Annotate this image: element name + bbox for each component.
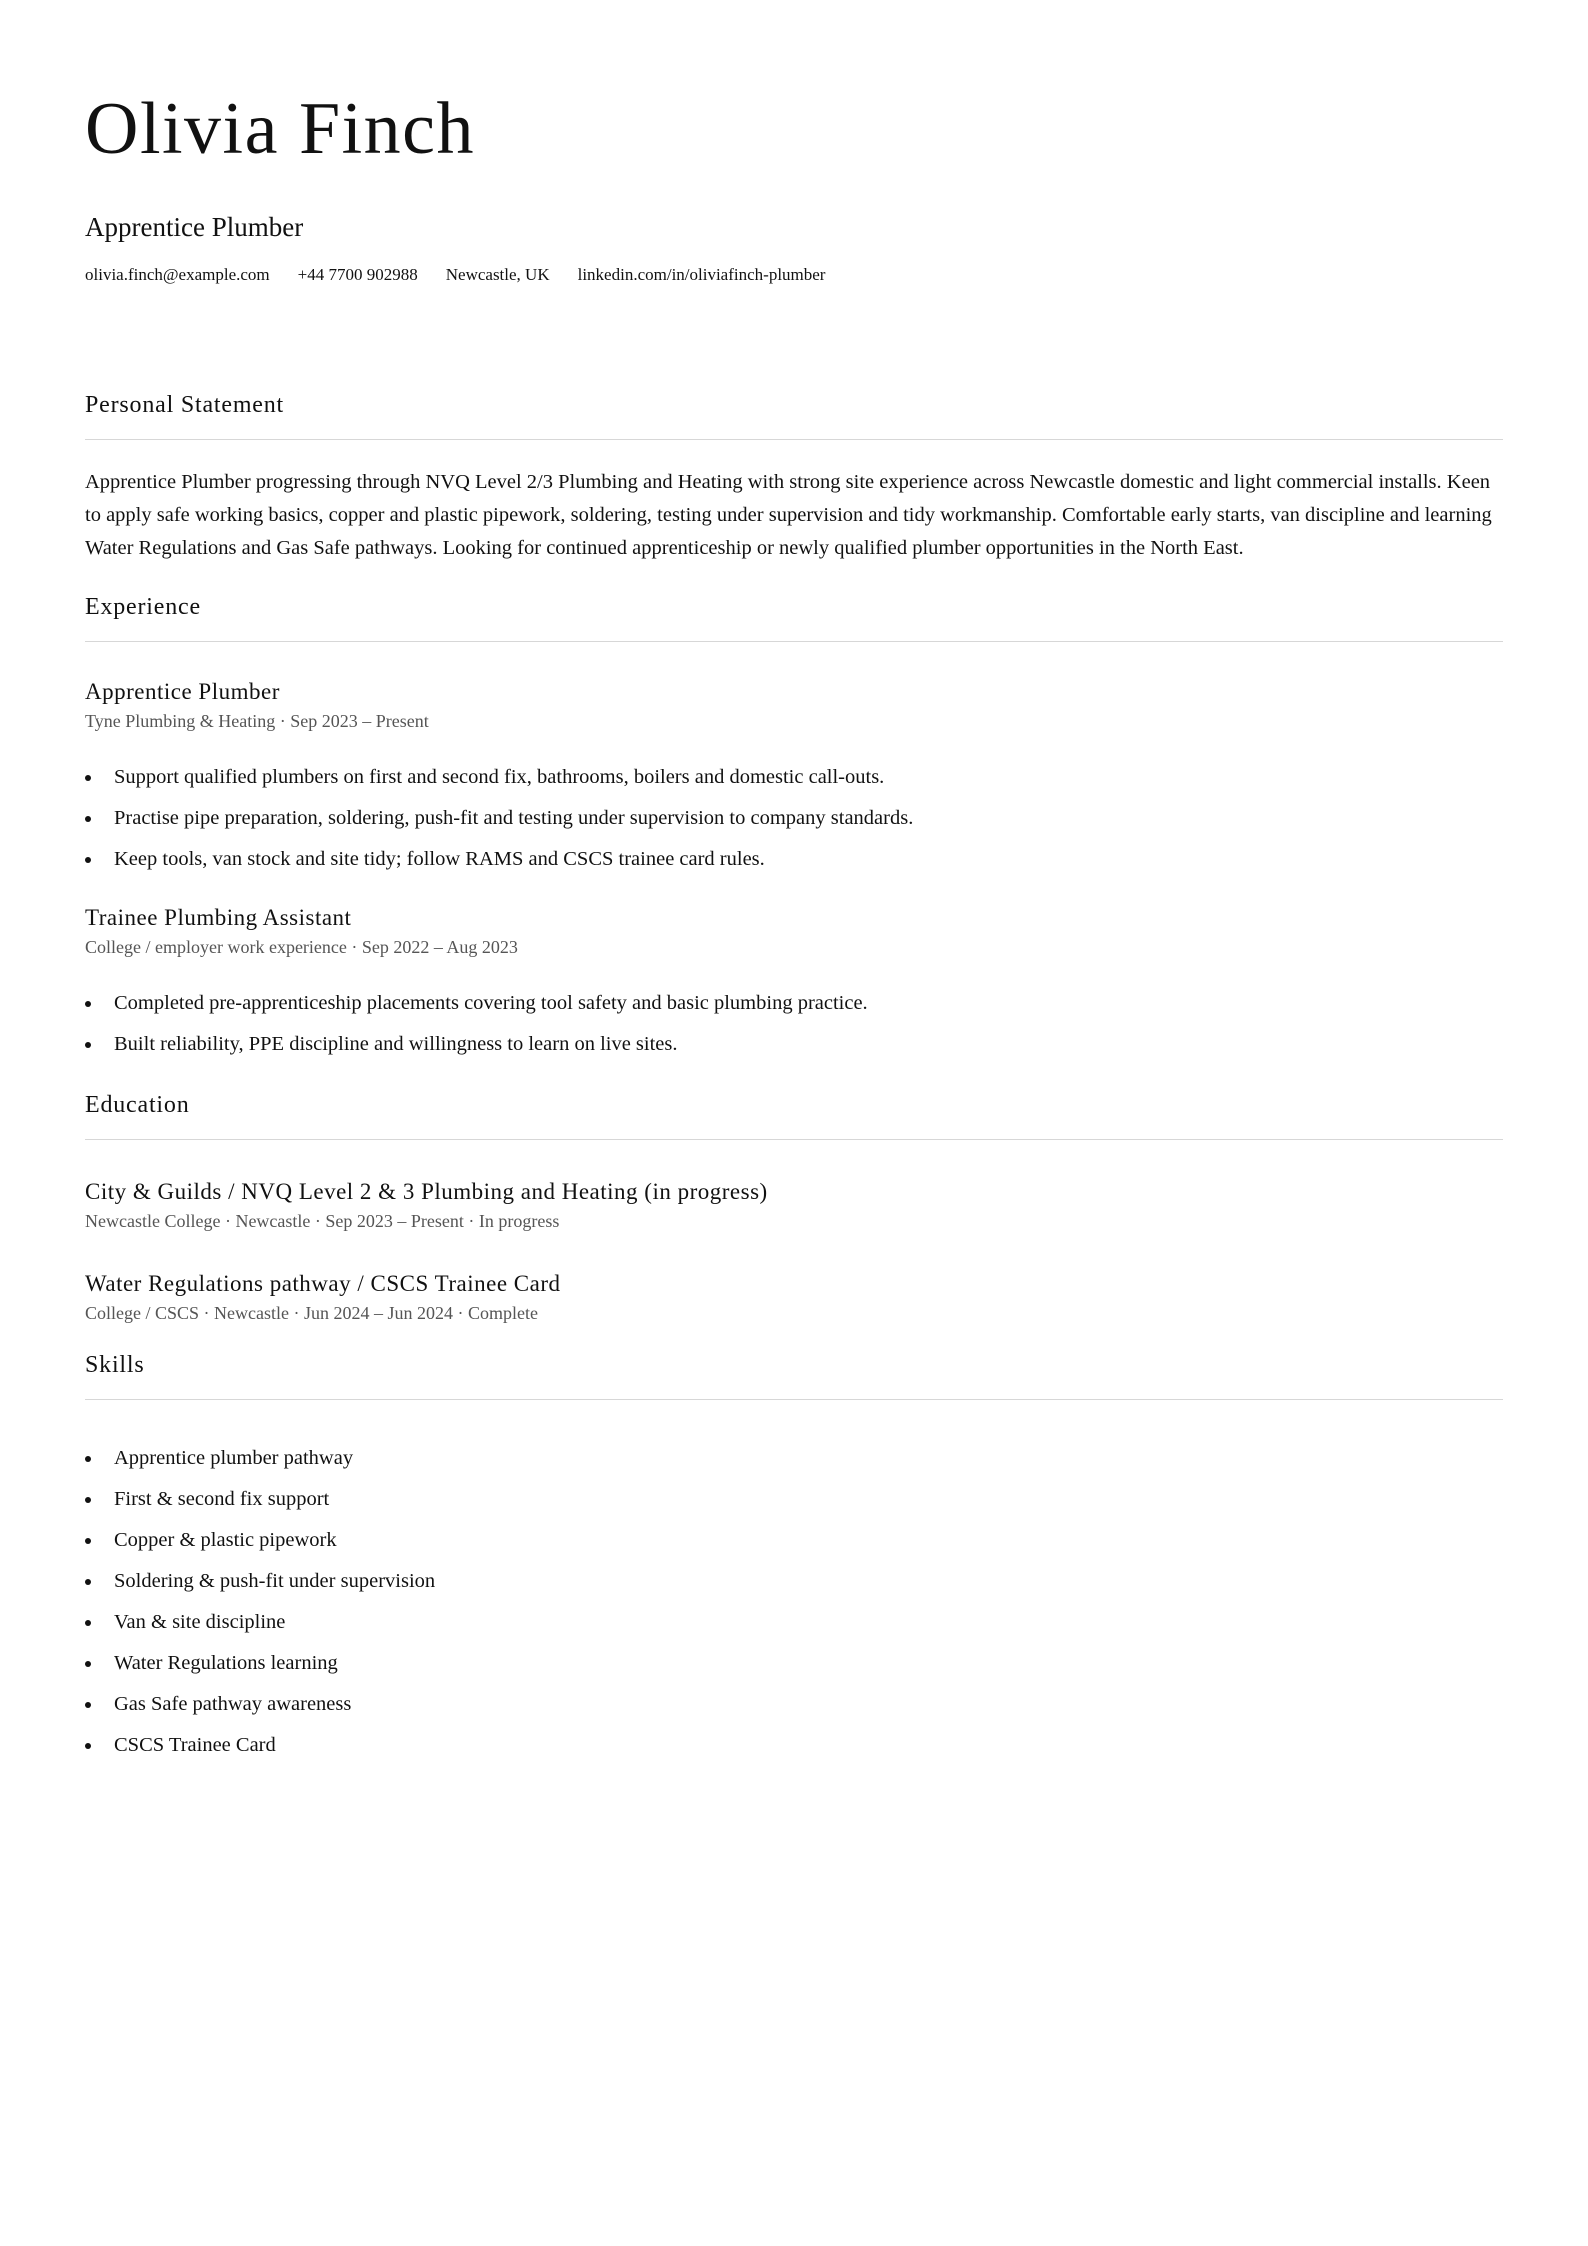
skill-item: Copper & plastic pipework [85, 1520, 1503, 1561]
bullet-item: Keep tools, van stock and site tidy; follow RAMS and CSCS trainee card rules. [85, 839, 1503, 880]
contact-line [85, 265, 1503, 285]
personal-statement-section [85, 393, 1503, 565]
qualification-meta: Newcastle College · Newcastle · Sep 2023 – Present · In progress [85, 1210, 560, 1231]
job-title: Trainee Plumbing Assistant [85, 904, 352, 930]
contact-phone: +44 7700 902988 [297, 265, 418, 284]
job-bullets [85, 757, 1503, 880]
bullet-item: Support qualified plumbers on first and second fix, bathrooms, boilers and domestic call-outs. [85, 757, 1503, 798]
education-entry [85, 1180, 1503, 1233]
skills-list [85, 1438, 1503, 1766]
experience-section [85, 595, 1503, 1064]
bullet-item: Practise pipe preparation, soldering, push-fit and testing under supervision to company standards. [85, 798, 1503, 839]
section-title: Skills [85, 1353, 1503, 1400]
skills-section [85, 1353, 1503, 1766]
contact-location: Newcastle, UK [445, 265, 550, 284]
resume-header [85, 0, 1503, 285]
skill-item: Apprentice plumber pathway [85, 1438, 1503, 1479]
section-title: Experience [85, 595, 1503, 642]
skill-item: First & second fix support [85, 1479, 1503, 1520]
job-title: Apprentice Plumber [85, 679, 280, 705]
skill-item: Gas Safe pathway awareness [85, 1684, 1503, 1725]
qualification-title: City & Guilds / NVQ Level 2 & 3 Plumbing and Heating (in progress) [85, 1178, 768, 1204]
qualification-title: Water Regulations pathway / CSCS Trainee Card [85, 1271, 561, 1297]
education-entry [85, 1272, 1503, 1325]
qualification-meta: College / CSCS · Newcastle · Jun 2024 – Jun 2024 · Complete [85, 1303, 538, 1324]
skill-item: Water Regulations learning [85, 1643, 1503, 1684]
personal-statement-text: Apprentice Plumber progressing through NVQ Level 2/3 Plumbing and Heating with strong site experience across Newcastle domestic and light commercial installs. Keen to apply safe working basics, copper and plastic pipework, soldering, testing under supervision and tidy workmanship. Comfortable early starts, van discipline and learning Water Regulations and Gas Safe pathways. Looking for continued apprenticeship or newly qualified plumber opportunities in the North East. [85, 471, 1492, 560]
experience-entry [85, 680, 1503, 880]
bullet-item: Built reliability, PPE discipline and willingness to learn on live sites. [85, 1024, 1503, 1065]
education-section [85, 1093, 1503, 1325]
contact-email: olivia.finch@example.com [85, 265, 270, 284]
experience-entry [85, 906, 1503, 1065]
skill-item: CSCS Trainee Card [85, 1725, 1503, 1766]
candidate-role: Apprentice Plumber [85, 212, 304, 242]
skill-item: Soldering & push-fit under supervision [85, 1561, 1503, 1602]
job-meta: Tyne Plumbing & Heating · Sep 2023 – Present [85, 711, 429, 732]
skill-item: Van & site discipline [85, 1602, 1503, 1643]
section-title: Personal Statement [85, 393, 1503, 440]
job-meta: College / employer work experience · Sep 2022 – Aug 2023 [85, 936, 518, 957]
bullet-item: Completed pre-apprenticeship placements covering tool safety and basic plumbing practice. [85, 983, 1503, 1024]
contact-linkedin: linkedin.com/in/oliviafinch-plumber [577, 265, 826, 284]
job-bullets [85, 983, 1503, 1065]
section-title: Education [85, 1093, 1503, 1140]
candidate-name: Olivia Finch [85, 88, 476, 170]
